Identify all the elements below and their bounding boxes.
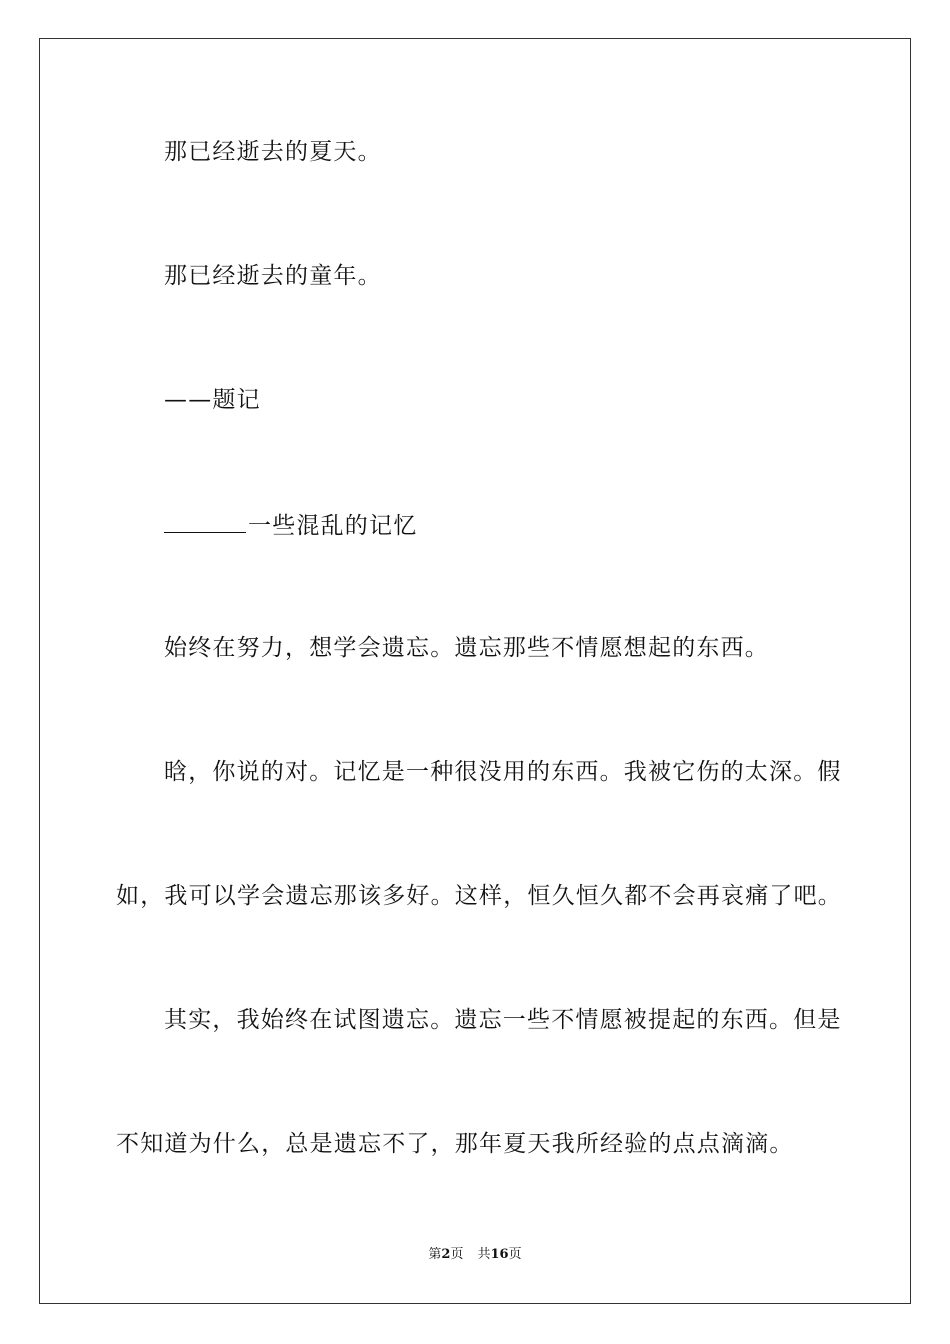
paragraph-2-line-2: 如，我可以学会遗忘那该多好。这样，恒久恒久都不会再哀痛了吧。 bbox=[116, 883, 842, 909]
page-suffix: 页 bbox=[450, 1247, 464, 1262]
page-footer bbox=[0, 1246, 950, 1264]
page-number: 2 bbox=[441, 1247, 451, 1262]
text-line-1: 那已经逝去的夏天。 bbox=[164, 139, 382, 165]
total-pages: 16 bbox=[490, 1247, 509, 1262]
paragraph-3-line-1: 其实，我始终在试图遗忘。遗忘一些不情愿被提起的东西。但是 bbox=[164, 1007, 842, 1033]
text-line-2: 那已经逝去的童年。 bbox=[164, 263, 382, 289]
page-frame bbox=[39, 38, 911, 1304]
paragraph-2-line-1: 晗，你说的对。记忆是一种很没用的东西。我被它伤的太深。假 bbox=[164, 759, 842, 785]
total-prefix: 共 bbox=[477, 1247, 491, 1262]
total-suffix: 页 bbox=[508, 1247, 522, 1262]
paragraph-1: 始终在努力，想学会遗忘。遗忘那些不情愿想起的东西。 bbox=[164, 635, 769, 661]
section-heading-line bbox=[164, 510, 417, 540]
page-prefix: 第 bbox=[428, 1247, 442, 1262]
blank-underline bbox=[164, 510, 246, 533]
epigraph-attribution: ——题记 bbox=[164, 387, 261, 413]
section-heading-text: 一些混乱的记忆 bbox=[248, 513, 418, 539]
paragraph-3-line-2: 不知道为什么，总是遗忘不了，那年夏天我所经验的点点滴滴。 bbox=[116, 1131, 794, 1157]
